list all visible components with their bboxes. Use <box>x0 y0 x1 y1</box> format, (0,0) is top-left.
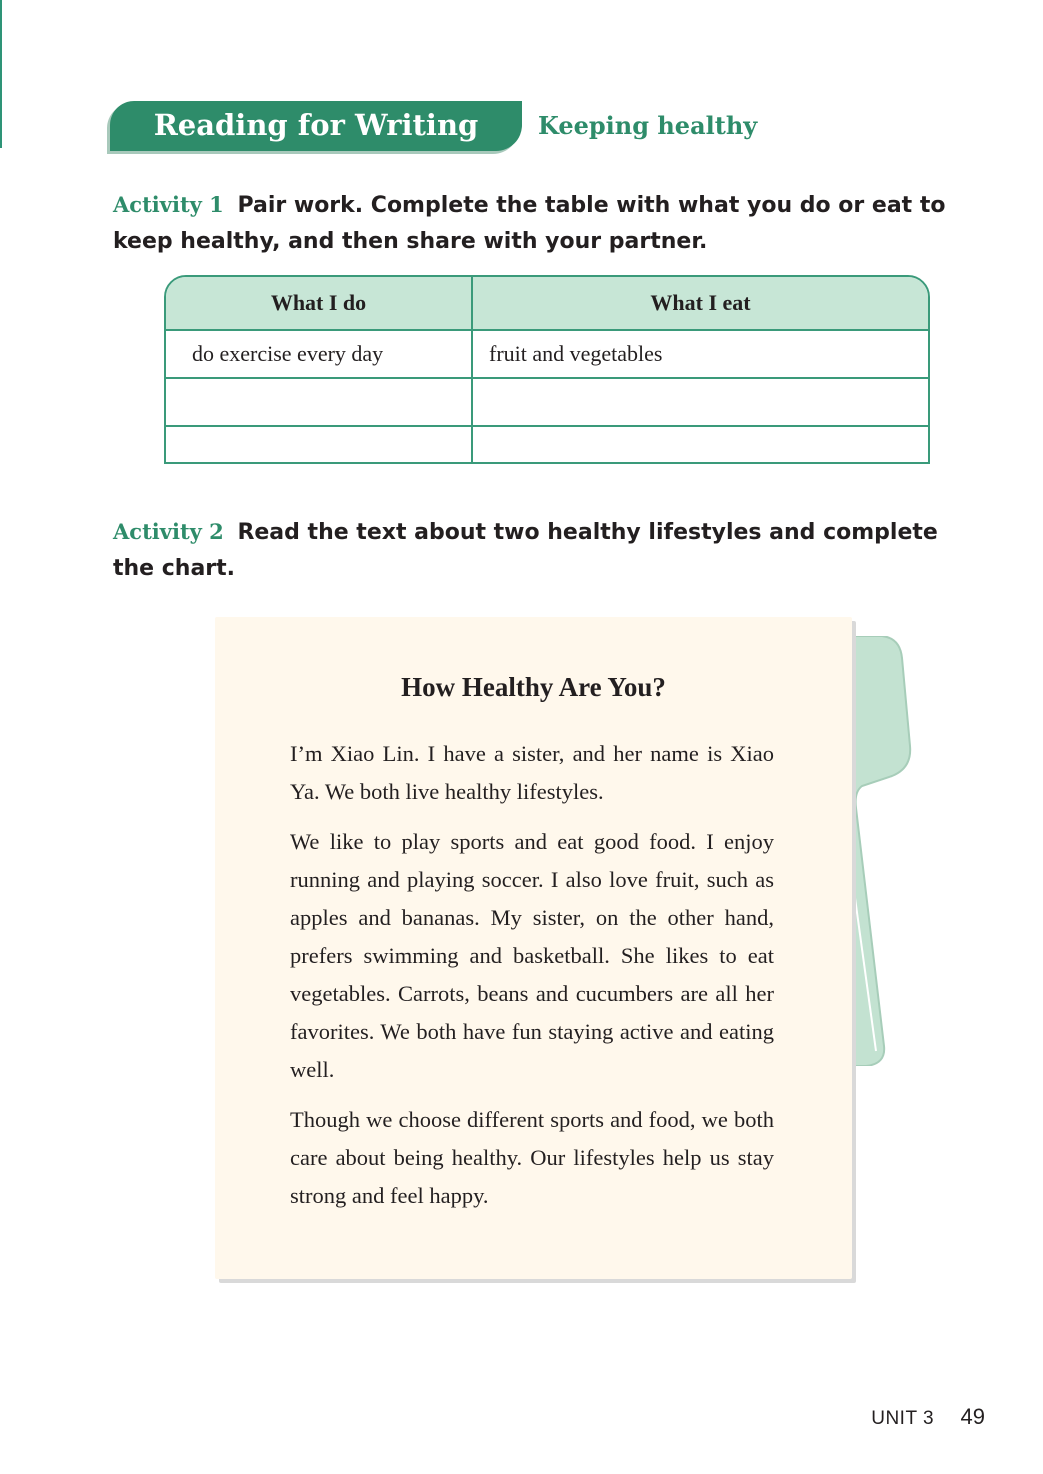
activity-1-label: Activity 1 <box>113 192 224 217</box>
reading-paragraph-1: I’m Xiao Lin. I have a sister, and her name is Xiao Ya. We both live healthy lifestyles. <box>290 741 774 804</box>
activity-1-instruction <box>113 187 983 260</box>
table-cell-eat[interactable]: fruit and vegetables <box>472 330 928 378</box>
table-header-what-i-eat: What I eat <box>472 277 928 330</box>
table-cell-do[interactable]: do exercise every day <box>166 330 472 378</box>
section-subtitle: Keeping healthy <box>538 111 758 140</box>
healthy-habits-table <box>164 275 930 464</box>
reading-paragraph-3: Though we choose different sports and food, we both care about being healthy. Our lifestyles help us stay strong and feel happy. <box>290 1107 774 1208</box>
table-cell-eat-blank[interactable] <box>472 378 928 426</box>
page-edge-line <box>0 0 2 148</box>
table-row <box>166 426 928 464</box>
page-footer <box>871 1404 985 1430</box>
section-title: Reading for Writing <box>153 108 479 142</box>
page-number: 49 <box>960 1404 985 1429</box>
table-row <box>166 330 928 378</box>
table-row <box>166 378 928 426</box>
table-header-what-i-do: What I do <box>166 277 472 330</box>
activity-1-text: Pair work. Complete the table with what you do or eat to keep healthy, and then share with your partner. <box>113 193 946 254</box>
section-banner <box>110 101 522 151</box>
table-cell-do-blank[interactable] <box>166 426 472 464</box>
reading-card <box>215 617 852 1279</box>
table-cell-do-blank[interactable] <box>166 378 472 426</box>
unit-label: UNIT 3 <box>871 1408 935 1429</box>
activity-2-instruction <box>113 514 983 587</box>
activity-2-text: Read the text about two healthy lifestyles and complete the chart. <box>113 520 938 581</box>
activity-2-label: Activity 2 <box>113 519 224 544</box>
reading-body <box>290 735 774 1227</box>
reading-title: How Healthy Are You? <box>401 672 666 702</box>
table-header-row <box>166 277 928 330</box>
table-cell-eat-blank[interactable] <box>472 426 928 464</box>
reading-paragraph-2: We like to play sports and eat good food. I enjoy running and playing soccer. I also love fruit, such as apples and bananas. My sister, on the other hand, prefers swimming and basketball. She likes to eat vegetables. Carrots, beans and cucumbers are all her favorites. We both have fun staying active and eating well. <box>290 829 774 1082</box>
